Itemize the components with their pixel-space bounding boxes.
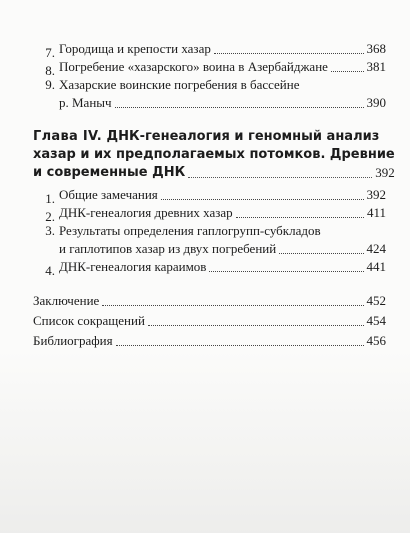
entry-title: Заключение (33, 293, 100, 308)
entry-page: 456 (366, 333, 386, 348)
entry-number: 1. (45, 191, 55, 206)
leader-dots (116, 345, 364, 346)
entry-page: 454 (366, 313, 386, 328)
entry-title-line-2: р. Маныч (59, 95, 112, 110)
entry-title: Городища и крепости хазар (59, 41, 211, 56)
leader-dots (279, 253, 363, 254)
entry-number: 8. (45, 63, 55, 78)
entry-number: 3. (45, 223, 55, 238)
leader-dots (236, 217, 364, 218)
entry-title-line-1: Хазарские воинские погребения в бассейне (59, 77, 300, 92)
entry-title: Общие замечания (59, 187, 158, 202)
page-shadow (0, 350, 410, 533)
entry-title: ДНК-генеалогия караимов (59, 259, 207, 274)
leader-dots (102, 305, 363, 306)
toc-entry-4-4[interactable] (33, 258, 386, 276)
toc-entry-9[interactable] (33, 76, 386, 112)
toc-entry-8[interactable] (33, 58, 386, 76)
entry-page: 441 (366, 259, 386, 274)
entry-page: 424 (366, 241, 386, 256)
entry-title-line-1: Результаты определения гаплогрупп-субкладов (59, 223, 321, 238)
entry-title: Погребение «хазарского» воина в Азербайджане (59, 59, 328, 74)
entry-page: 390 (366, 95, 386, 110)
entry-number: 2. (45, 209, 55, 224)
toc-entry-7[interactable] (33, 40, 386, 58)
leader-dots (115, 107, 364, 108)
chapter-title-line-2: хазар и их предполагаемых потомков. Древние (33, 147, 395, 162)
entry-number: 9. (45, 77, 55, 92)
entry-page: 452 (366, 293, 386, 308)
toc-entry-abbreviations[interactable] (33, 312, 386, 330)
toc-entry-conclusion[interactable] (33, 292, 386, 310)
entry-page: 392 (366, 187, 386, 202)
chapter-title-line-3: и современные ДНК (33, 165, 186, 180)
entry-title-line-2: и гаплотипов хазар из двух погребений (59, 241, 277, 256)
chapter-title-line-1: ДНК-генеалогия и геномный анализ (106, 129, 380, 144)
entry-number: 4. (45, 263, 55, 278)
leader-dots (331, 71, 364, 72)
leader-dots (161, 199, 364, 200)
toc-chapter-4[interactable] (33, 128, 395, 182)
toc-entry-4-1[interactable] (33, 186, 386, 204)
leader-dots (214, 53, 364, 54)
entry-number: 7. (45, 45, 55, 60)
chapter-label: Глава IV. (33, 129, 102, 144)
toc-entry-4-3[interactable] (33, 222, 386, 258)
leader-dots (209, 271, 363, 272)
entry-page: 381 (366, 59, 386, 74)
entry-title: ДНК-генеалогия древних хазар (59, 205, 233, 220)
toc-entry-4-2[interactable] (33, 204, 386, 222)
entry-page: 411 (366, 205, 386, 220)
entry-page: 368 (366, 41, 386, 56)
toc-entry-bibliography[interactable] (33, 332, 386, 350)
entry-title: Список сокращений (33, 313, 145, 328)
leader-dots (148, 325, 364, 326)
entry-title: Библиография (33, 333, 113, 348)
table-of-contents (33, 40, 395, 350)
leader-dots (188, 177, 372, 178)
chapter-page: 392 (375, 165, 395, 180)
